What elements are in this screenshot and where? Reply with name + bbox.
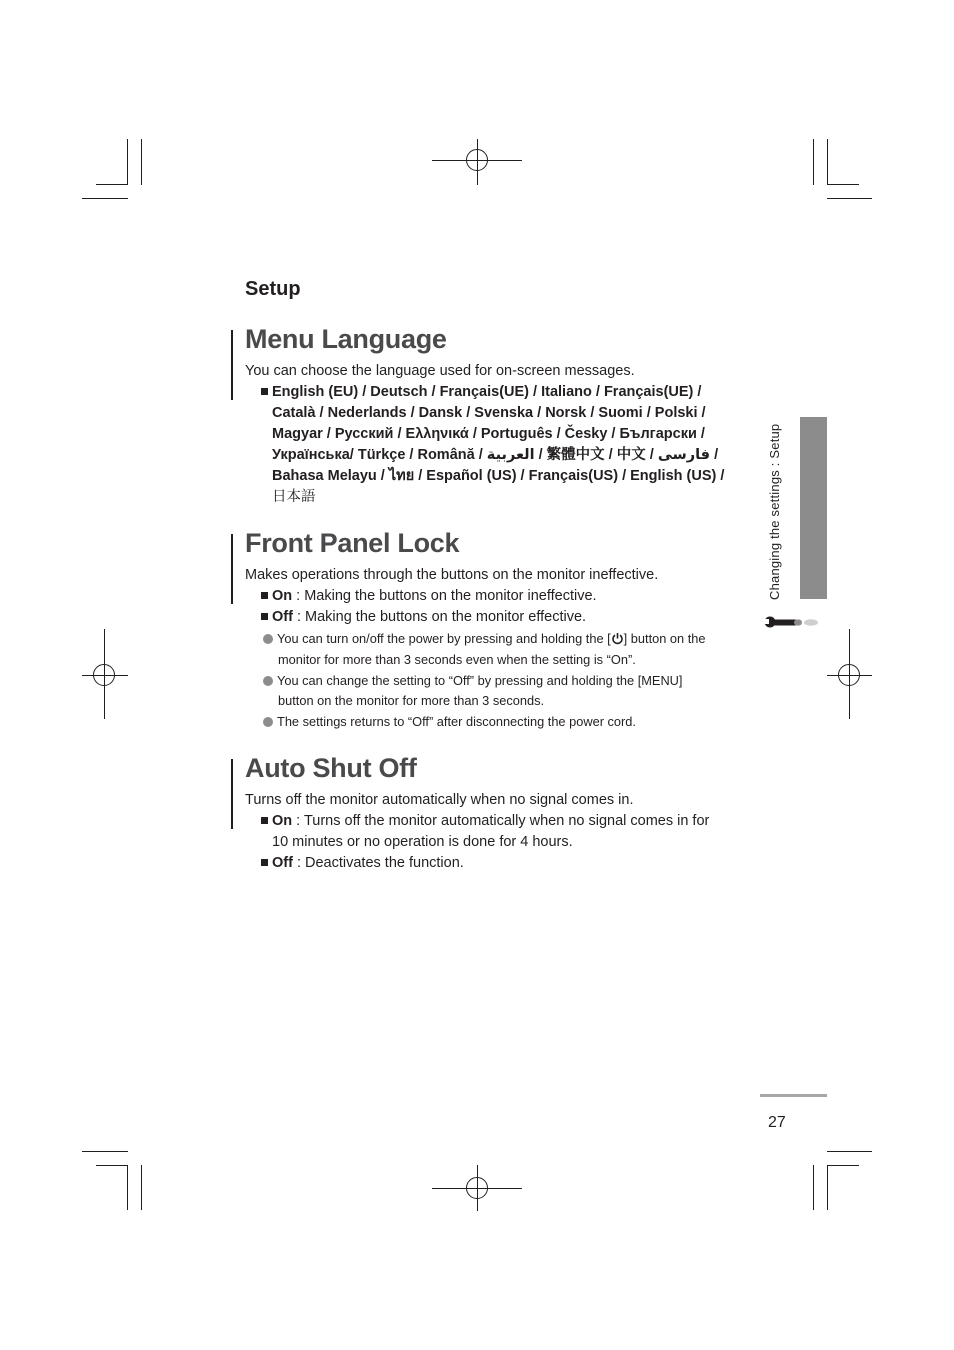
option-on bbox=[261, 586, 597, 607]
note-power-cord: The settings returns to “Off” after disconnecting the power cord. bbox=[263, 711, 636, 732]
option-off bbox=[261, 853, 464, 874]
section-divider bbox=[231, 534, 233, 604]
bullet-dot bbox=[263, 717, 273, 727]
front-panel-lock-intro: Makes operations through the buttons on the monitor ineffective. bbox=[245, 567, 659, 583]
auto-shut-off-title: Auto Shut Off bbox=[245, 753, 417, 783]
note-power: You can turn on/off the power by pressing and holding the [ ] button on the bbox=[263, 628, 706, 651]
option-on bbox=[261, 811, 709, 832]
power-icon bbox=[611, 630, 624, 651]
note-menu: You can change the setting to “Off” by pressing and holding the [MENU] bbox=[263, 670, 682, 691]
language-line: Català / Nederlands / Dansk / Svenska / Norsk / Suomi / Polski / bbox=[272, 405, 706, 421]
auto-shut-off-intro: Turns off the monitor automatically when no signal comes in. bbox=[245, 792, 634, 808]
option-off bbox=[261, 607, 586, 628]
bullet-dot bbox=[263, 676, 273, 686]
section-divider bbox=[231, 330, 233, 400]
language-line: Bahasa Melayu / ไทย / Español (US) / Français(US) / English (US) / bbox=[272, 468, 725, 484]
option-label: Off bbox=[272, 609, 293, 625]
chapter-label: Changing the settings : Setup bbox=[767, 423, 782, 600]
option-label: On bbox=[272, 588, 293, 604]
section-divider bbox=[231, 759, 233, 829]
option-on-cont: 10 minutes or no operation is done for 4 hours. bbox=[272, 834, 573, 850]
section-header: Setup bbox=[245, 278, 301, 300]
wrench-icon bbox=[764, 615, 820, 636]
language-line: English (EU) / Deutsch / Français(UE) / Italiano / Français(UE) / bbox=[272, 384, 702, 400]
option-description: : Making the buttons on the monitor effective. bbox=[292, 609, 587, 625]
option-description: : Turns off the monitor automatically when no signal comes in for bbox=[292, 813, 710, 829]
page-number: 27 bbox=[768, 1114, 786, 1131]
language-line: Magyar / Русский / Ελληνικά / Português / Česky / Български / bbox=[272, 426, 705, 442]
footer-rule bbox=[760, 1094, 827, 1097]
menu-language-intro: You can choose the language used for on-screen messages. bbox=[245, 363, 635, 379]
option-label: Off bbox=[272, 855, 293, 871]
chapter-tab bbox=[800, 417, 827, 599]
bullet-dot bbox=[263, 634, 273, 644]
option-description: : Making the buttons on the monitor ineffective. bbox=[292, 588, 597, 604]
language-line: Українська/ Türkçe / Română / العربية / 繁體中文 / 中文 / فارسی / bbox=[272, 447, 719, 463]
menu-language-title: Menu Language bbox=[245, 324, 447, 354]
language-line: 日本語 bbox=[272, 489, 316, 505]
note-menu-cont: button on the monitor for more than 3 seconds. bbox=[278, 693, 545, 708]
language-list-bullet bbox=[261, 382, 272, 403]
option-description: : Deactivates the function. bbox=[292, 855, 464, 871]
front-panel-lock-title: Front Panel Lock bbox=[245, 528, 460, 558]
note-power-cont: monitor for more than 3 seconds even when the setting is “On”. bbox=[278, 652, 636, 667]
option-label: On bbox=[272, 813, 293, 829]
